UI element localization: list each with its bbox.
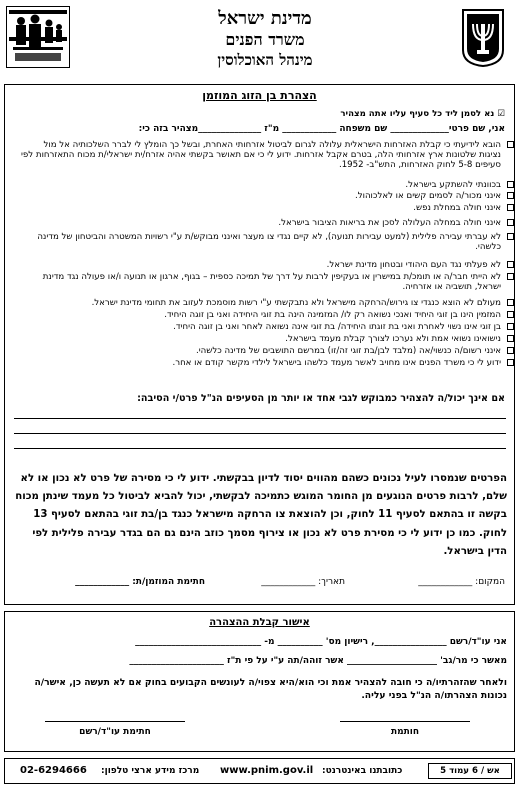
declaration-item-text: הובא לידיעתי כי קבלת האזרחות הישראלית עלולה לגרום לביטול אזרחותי האחרת, ובשל כך הומלץ לי לברר השלכותיה אל מול נציגות שלטונות ארץ אזרחותי הלה, בטרם אקבל אזרחות. ידוע לי כי אם תאושר בקשתי אהיה אזרח/ית ישראלי/ת מכוח התאזרחות לפי סעיפים 5-8 לחוק האזרחות, התש"ב- 1952. bbox=[21, 140, 501, 171]
declaration-item-text: בכוונתי להשתקע בישראל. bbox=[405, 180, 501, 190]
checkbox[interactable] bbox=[507, 323, 514, 330]
phone-number[interactable]: 02-6294666 bbox=[20, 765, 87, 776]
lawyer-line[interactable]: אני עו"ד/רשם ________________, רישיון מס' __________ מ- ____________________________ bbox=[135, 637, 507, 647]
declaration-item-text: מעולם לא הוצא כנגדי צו גירוש/הרחקה מישראל ולא נתבקשתי ע"י רשות מוסמכת לעזוב את תחומי מדינת ישראל. bbox=[91, 298, 501, 308]
place-field[interactable]: המקום: ____________ bbox=[418, 577, 505, 587]
declaration-item[interactable] bbox=[21, 322, 501, 332]
declaration-item-text: ידוע לי כי משרד הפנים אינו מחויב לאשר מעמד כלשהו בישראל לילדי מקשר קודם או אחר. bbox=[172, 358, 501, 368]
website-label: כתובתנו באינטרנט: bbox=[322, 766, 403, 776]
declarer-line[interactable]: אני, שם פרטי_____________ שם משפחה ____________ מ"ז ______________מצהיר בזה כי: bbox=[138, 124, 505, 134]
checkbox[interactable] bbox=[507, 261, 514, 268]
page-indicator: אש / 6 עמוד 5 bbox=[428, 763, 512, 779]
checkbox[interactable] bbox=[507, 335, 514, 342]
declaration-item-text: אינני חולה במחלת נפש. bbox=[413, 203, 501, 213]
phone-label: מרכז מידע ארצי טלפון: bbox=[101, 766, 200, 776]
declaration-item-text: המזמין הינו בן זוגי היחיד ואנכי נשואה רק לו/ המזמינה הינה בת זוגי היחידה ואני בן זוגה היחיד. bbox=[164, 310, 501, 320]
checkbox[interactable] bbox=[507, 311, 514, 318]
confirmation-title: אישור קבלת ההצהרה bbox=[209, 617, 310, 628]
declarant-signature-field[interactable]: חתימת המוזמן/ת: ____________ bbox=[75, 577, 205, 587]
declaration-item-text: אינני חולה במחלה העלולה לסכן את בריאות הציבור בישראל. bbox=[278, 218, 501, 228]
declaration-item[interactable] bbox=[21, 334, 501, 344]
checkbox[interactable] bbox=[507, 219, 514, 226]
checkbox[interactable] bbox=[507, 181, 514, 188]
declaration-item-text: אינני רשום/ה כנשוי/אה (מלבד לבן/בת זוגי זה/זו) במרשם התושבים של מדינה כלשהי. bbox=[196, 346, 501, 356]
declaration-item[interactable] bbox=[21, 218, 501, 228]
declaration-item-text: אינני מכור/ה לסמים קשים או לאלכוהול. bbox=[354, 191, 501, 201]
declaration-item[interactable] bbox=[21, 232, 501, 252]
website-link[interactable]: www.pnim.gov.il bbox=[220, 765, 314, 776]
declaration-item[interactable] bbox=[21, 191, 501, 201]
declaration-item[interactable] bbox=[21, 346, 501, 356]
checkbox[interactable] bbox=[507, 141, 514, 148]
declaration-item[interactable] bbox=[21, 140, 501, 171]
state-emblem-icon bbox=[455, 6, 511, 68]
confirmation-body: ולאחר שהזהרתיו/ה כי חובה להצהיר אמת וכי הוא/היא צפוי/ה לעונשים הקבועים בחוק אם לא תעשה כן, אישר/ה נכונות הצהרתו/ה הנ"ל בפני עליה. bbox=[34, 677, 507, 701]
instruction-text: נא לסמן ליד כל סעיף עליו אתה מצהיר bbox=[340, 109, 495, 119]
header-line-1: מדינת ישראל bbox=[218, 8, 312, 29]
declaration-item[interactable] bbox=[21, 272, 501, 292]
declaration-item-text: לא פעלתי נגד העם היהודי ובטחון מדינת ישראל. bbox=[326, 260, 501, 270]
warning-paragraph: הפרטים שנמסרו לעיל נכונים כשהם מהווים יסוד לדיון בבקשתי. ידוע לי כי מסירה של פרט לא נכון או לא שלם, לרבות פרטים הנוגעים מן החומר המוגש כתמיכה לבקשתי, יכול להביא לביטול כל מעמד שינתן מכוח בקשה זו בהתאם לסעיף 11 לחוק, וכן להוצאת צו הרחקה מישראל כנגד בן/בת זוגי בהתאם לסעיף 13 לחוק. כמו כן ידוע לי כי מסירת פרט לא נכון או צירוף מסמך כוזב הינם גם הם בגדר עבירה פלילית לפי הדין בישראל. bbox=[15, 473, 507, 557]
instruction-row bbox=[15, 109, 505, 119]
declaration-item-text: בן זוגי אינו נשוי לאחרת ואני בת זוגתו היחידה/ בת זוגי אינה נשואה לאחר ואני בן זוגה היחיד. bbox=[173, 322, 501, 332]
header-line-3: מינהל האוכלוסין bbox=[217, 51, 313, 69]
checkbox[interactable] bbox=[507, 192, 514, 199]
checkbox[interactable] bbox=[507, 299, 514, 306]
declaration-item[interactable] bbox=[21, 358, 501, 368]
declaration-title: הצהרת בן הזוג המוזמן bbox=[202, 89, 317, 102]
cannot-declare-label: אם אינך יכול/ה להצהיר כמבוקש לגבי אחד או יותר מן הסעיפים הנ"ל פרט/י הסיבה: bbox=[137, 393, 505, 404]
declaration-item[interactable] bbox=[21, 180, 501, 190]
declaration-item[interactable] bbox=[21, 298, 501, 308]
declaration-item-text: לא עברתי עבירה פלילית (למעט עבירות תנועה), לא קיים נגדי צו מעצר ואינני מבוקש/ת ע"י רשויות המשטרה והביטחון של מדינה כלשהי. bbox=[37, 232, 501, 253]
checkbox[interactable] bbox=[507, 204, 514, 211]
declaration-item[interactable] bbox=[21, 203, 501, 213]
stamp-label[interactable]: חותמת bbox=[390, 727, 420, 737]
declaration-item-text: נישואינו נשואי אמת ולא נערכו לצורך קבלת מעמד בישראל. bbox=[285, 334, 501, 344]
lawyer-signature-label[interactable]: חתימת עו"ד/רשם bbox=[79, 727, 151, 737]
declaration-item[interactable] bbox=[21, 310, 501, 320]
declaration-item[interactable] bbox=[21, 260, 501, 270]
checkbox[interactable] bbox=[507, 359, 514, 366]
checked-box-icon: ☑ bbox=[497, 109, 505, 119]
header-line-2: משרד הפנים bbox=[225, 30, 305, 49]
flag-family-logo bbox=[6, 6, 70, 68]
checkbox[interactable] bbox=[507, 233, 514, 240]
checkbox[interactable] bbox=[507, 347, 514, 354]
date-field[interactable]: תאריך: ____________ bbox=[261, 577, 345, 587]
declaration-item-text: לא הייתי חבר/ה או תומכ/ת במישרין או בעקיפין לרבות על דרך של תמיכה כספית – בגוף, ארגון או תנועה ו/או פעולה נגד מדינת ישראל, תושביה או אזרחיה. bbox=[42, 272, 501, 293]
checkbox[interactable] bbox=[507, 273, 514, 280]
identified-line[interactable]: מאשר כי מר/גב' ____________________ אשר זוהה/תה ע"י על פי ת"ז _____________________ bbox=[129, 656, 507, 666]
